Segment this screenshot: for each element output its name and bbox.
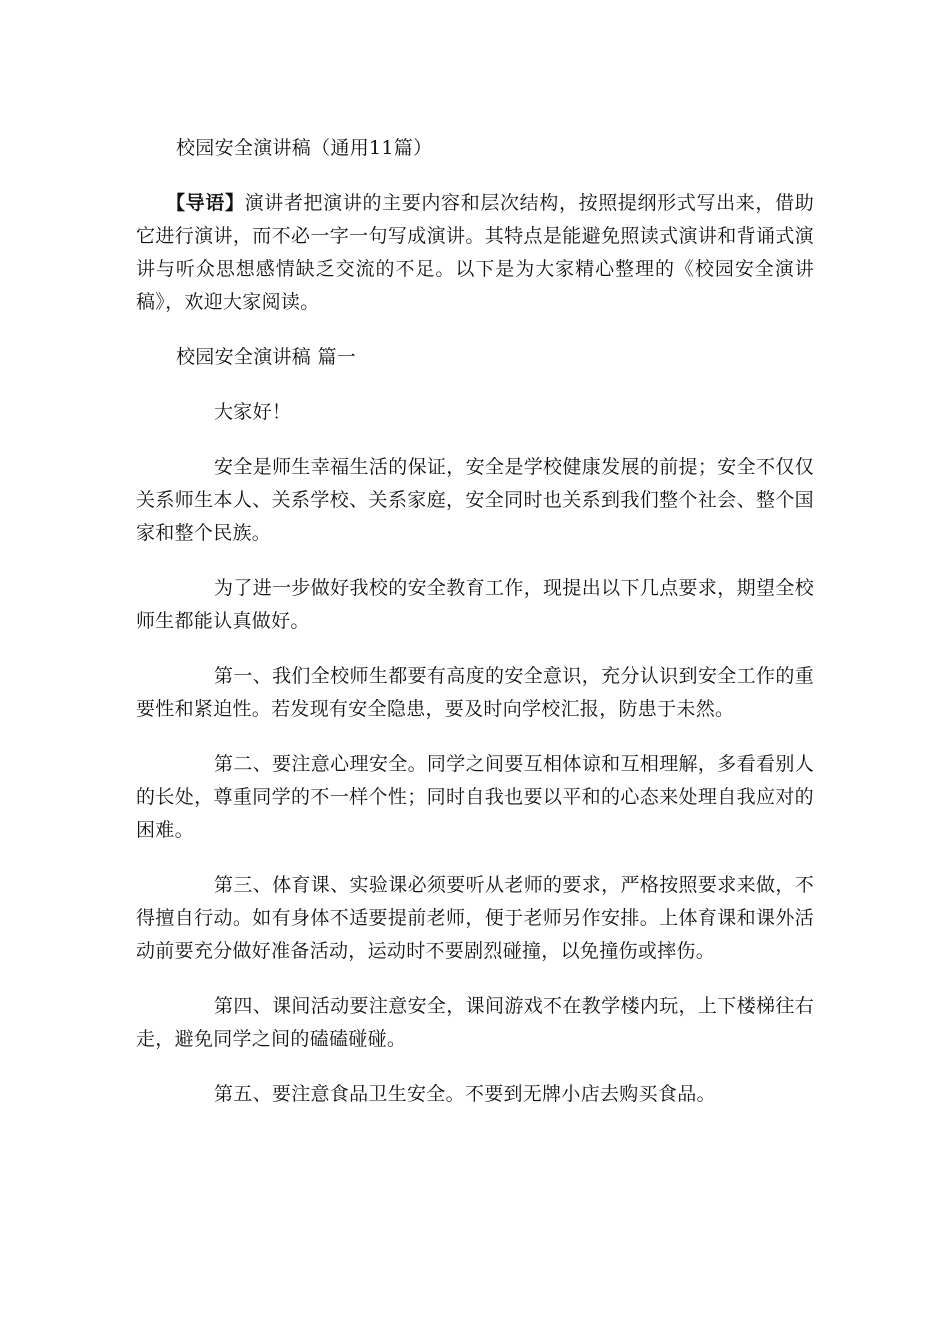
body-paragraph: 为了进一步做好我校的安全教育工作，现提出以下几点要求，期望全校师生都能认真做好。	[136, 577, 814, 632]
requirement-paragraph-2: 第二、要注意心理安全。同学之间要互相体谅和互相理解，多看看别人的长处，尊重同学的不一样个性；同时自我也要以平和的心态来处理自我应对的困难。	[136, 753, 814, 841]
document-body	[136, 132, 814, 1111]
lead-paragraph	[136, 187, 814, 319]
lead-tag: 【导语】	[166, 192, 245, 214]
section-title: 校园安全演讲稿 篇一	[176, 346, 357, 368]
greeting-paragraph: 大家好！	[214, 401, 292, 423]
requirement-paragraph-4: 第四、课间活动要注意安全，课间游戏不在教学楼内玩，上下楼梯往右走，避免同学之间的磕磕碰碰。	[136, 995, 814, 1050]
requirement-paragraph-1: 第一、我们全校师生都要有高度的安全意识，充分认识到安全工作的重要性和紧迫性。若发现有安全隐患，要及时向学校汇报，防患于未然。	[136, 665, 814, 720]
requirement-paragraph-5: 第五、要注意食品卫生安全。不要到无牌小店去购买食品。	[214, 1083, 716, 1105]
body-paragraph: 安全是师生幸福生活的保证，安全是学校健康发展的前提；安全不仅仅关系师生本人、关系学校、关系家庭，安全同时也关系到我们整个社会、整个国家和整个民族。	[136, 456, 814, 544]
lead-text: 演讲者把演讲的主要内容和层次结构，按照提纲形式写出来，借助它进行演讲，而不必一字一句写成演讲。其特点是能避免照读式演讲和背诵式演讲与听众思想感情缺乏交流的不足。以下是为大家精心整理的《校园安全演讲稿》，欢迎大家阅读。	[136, 192, 815, 313]
requirement-paragraph-3: 第三、体育课、实验课必须要听从老师的要求，严格按照要求来做，不得擅自行动。如有身体不适要提前老师，便于老师另作安排。上体育课和课外活动前要充分做好准备活动，运动时不要剧烈碰撞，以免撞伤或摔伤。	[136, 874, 814, 962]
document-title: 校园安全演讲稿（通用11篇）	[176, 137, 433, 159]
